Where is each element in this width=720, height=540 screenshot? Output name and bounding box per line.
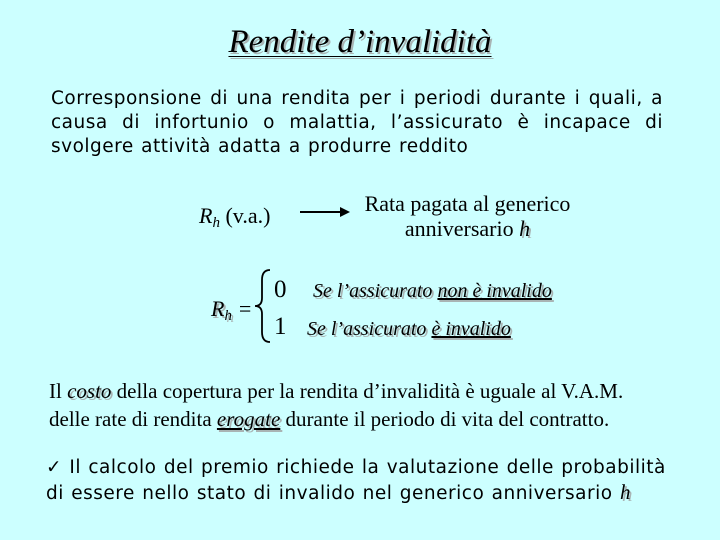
cost-line-1 [49,377,689,405]
rh-subscript: h [212,215,220,231]
case-value-0: 0 [274,276,287,303]
rh-equation-lhs [211,296,252,325]
left-brace-icon [252,268,274,344]
premium-var: h [619,480,631,504]
case-condition-0 [313,280,552,303]
rh-suffix: (v.a.) [219,203,271,228]
rh-description-var: h [519,216,531,241]
cost-text-2: della copertura per la rendita d’invalidità è uguale al V.A.M. [111,379,624,403]
cost-paragraph [49,377,689,433]
cost-text-1: Il [49,379,68,403]
cost-emph-erogate: erogate [216,407,281,431]
cost-text-4: durante il periodo di vita del contratto. [280,407,610,431]
page-title: Rendite d’invalidità [228,24,492,60]
case-condition-0-emph: non è invalido [437,280,552,302]
rh-description-line1: Rata pagata al generico [364,191,571,216]
equals-sign: = [231,296,253,321]
premium-paragraph [46,455,686,506]
case-condition-1-emph: è invalido [431,318,511,340]
cost-line-2 [49,405,689,433]
checkmark-icon: ✓ [46,457,63,478]
rh-description [350,191,585,241]
case-condition-1 [307,318,511,341]
case-condition-1-prefix: Se l’assicurato [307,318,432,340]
rh-letter: R [199,203,213,228]
cost-text-3: delle rate di rendita [49,407,217,431]
premium-text: Il calcolo del premio richiede la valutazione delle probabilità di essere nello stato di invalido nel generico anniversario [46,457,666,504]
case-condition-0-prefix: Se l’assicurato [313,280,438,302]
rh-eq-letter: R [211,296,225,321]
rh-eq-subscript: h [224,308,232,324]
cost-emph-costo: costo [67,379,112,403]
rh-symbol-definition [199,203,270,232]
right-arrow-icon [300,205,350,219]
case-value-1: 1 [274,313,287,340]
rh-description-prefix: anniversario [404,216,520,241]
rh-description-line2 [350,216,585,241]
intro-paragraph: Corresponsione di una rendita per i periodi durante i quali, a causa di infortunio o malattia, l’assicurato è incapace di svolgere attività adatta a produrre reddito [51,88,663,157]
